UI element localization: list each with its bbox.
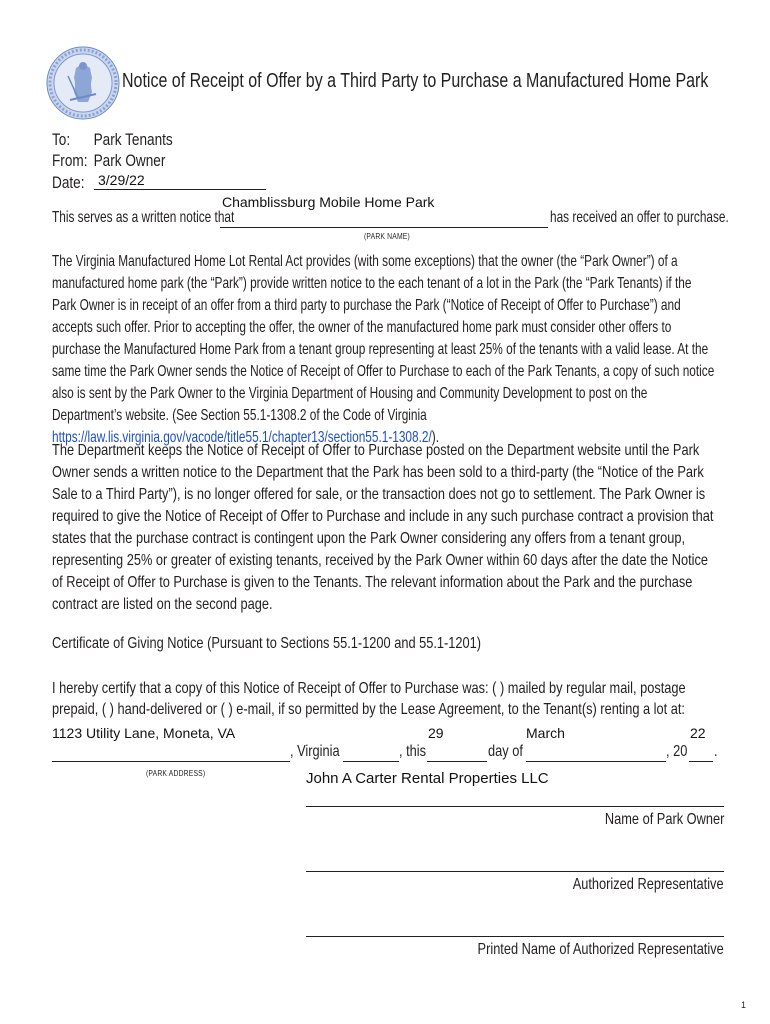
certify-line-2: prepaid, ( ) hand-delivered or ( ) e-mail, if so permitted by the Lease Agreement, to the Tenant(s) renting a lot at: <box>52 701 685 718</box>
day-field[interactable]: 29 <box>428 725 444 741</box>
code-of-virginia-link[interactable]: https://law.lis.virginia.gov/vacode/title55.1/chapter13/section55.1-1308.2/ <box>52 429 432 446</box>
paragraph-department-text: The Department keeps the Notice of Receipt of Offer to Purchase posted on the Department website until the Park Owner sends a written notice to the Department that the Park has been sold to a third-party (the “Notice of the Park Sale to a Third Party”), is no longer offered for sale, or the transaction does not go to settlement. The Park Owner is required to give the Notice of Receipt of Offer to Purchase and include in any such purchase contract a provision that states that the purchase contract is contingent upon the Park Owner considering any offers from a tenant group, representing 25% or greater of existing tenants, received by the Park Owner within 60 days after the date the Notice of Receipt of Offer to Purchase is given to the Tenants. The relevant information about the Park and the purchase contract are listed on the second page. <box>52 442 714 613</box>
owner-label: Name of Park Owner <box>604 811 724 828</box>
park-name-underline <box>220 227 548 228</box>
virginia-text: , Virginia <box>290 743 340 760</box>
printed-name-label: Printed Name of Authorized Representative <box>477 941 724 958</box>
from-value: Park Owner <box>93 151 166 170</box>
period: . <box>714 743 718 760</box>
from-row <box>52 151 165 171</box>
page-title: Notice of Receipt of Offer by a Third Party to Purchase a Manufactured Home Park <box>122 70 709 92</box>
year-field[interactable]: 22 <box>690 725 706 741</box>
page-number: 1 <box>740 1000 746 1010</box>
date-field[interactable]: 3/29/22 <box>98 172 145 188</box>
month-underline <box>526 761 666 762</box>
this-text: , this <box>399 743 427 760</box>
certificate-heading: Certificate of Giving Notice (Pursuant to Sections 55.1-1200 and 55.1-1201) <box>52 635 482 652</box>
month-field[interactable]: March <box>526 725 565 741</box>
address-underline <box>52 761 290 762</box>
notice-suffix: has received an offer to purchase. <box>550 209 729 226</box>
certify-line-1: I hereby certify that a copy of this Notice of Receipt of Offer to Purchase was: ( ) mailed by regular mail, postage <box>52 680 686 697</box>
paragraph-act-end: ). <box>431 429 440 446</box>
year-underline <box>689 761 713 762</box>
rep-signature-line[interactable] <box>306 871 724 872</box>
date-label: Date: <box>52 173 85 192</box>
printed-name-line[interactable] <box>306 936 724 937</box>
park-name-caption: (PARK NAME) <box>364 232 410 241</box>
to-value: Park Tenants <box>93 130 173 149</box>
park-address-field[interactable]: 1123 Utility Lane, Moneta, VA <box>52 725 236 741</box>
paragraph-act-text: The Virginia Manufactured Home Lot Rental Act provides (with some exceptions) that the owner (the “Park Owner”) of a manufactured home park (the “Park”) provide written notice to the each tenant of a lot in the Park (the “Park Tenants) if the Park Owner is in receipt of an offer from a third party to purchase the Park (“Notice of Receipt of Offer to Purchase”) and accepts such offer. Prior to accepting the offer, the owner of the manufactured home park must consider other offers to purchase the Manufactured Home Park from a tenant group representing at least 25% of the tenants with a valid lease. At the same time the Park Owner sends the Notice of Receipt of Offer to Purchase to each of the Park Tenants, a copy of such notice also is sent by the Park Owner to the Virginia Department of Housing and Community Development to post on the Department’s website. (See Section 55.1-1308.2 of the Code of Virginia <box>52 253 715 424</box>
date-row <box>52 173 94 193</box>
to-row <box>52 130 173 150</box>
notice-prefix: This serves as a written notice that <box>52 209 235 226</box>
park-address-caption: (PARK ADDRESS) <box>146 769 206 778</box>
day-of-text: day of <box>488 743 523 760</box>
virginia-underline <box>343 761 399 762</box>
paragraph-department <box>52 440 720 616</box>
paragraph-act <box>52 251 714 449</box>
date-underline <box>94 189 266 190</box>
from-label: From: <box>52 151 88 170</box>
year-prefix: , 20 <box>666 743 688 760</box>
owner-signature-line <box>306 806 724 807</box>
park-owner-field[interactable]: John A Carter Rental Properties LLC <box>306 770 549 787</box>
park-name-field[interactable]: Chamblissburg Mobile Home Park <box>222 194 435 210</box>
virginia-seal-icon <box>46 46 120 120</box>
day-underline <box>427 761 487 762</box>
rep-label: Authorized Representative <box>573 876 724 893</box>
to-label: To: <box>52 130 71 149</box>
